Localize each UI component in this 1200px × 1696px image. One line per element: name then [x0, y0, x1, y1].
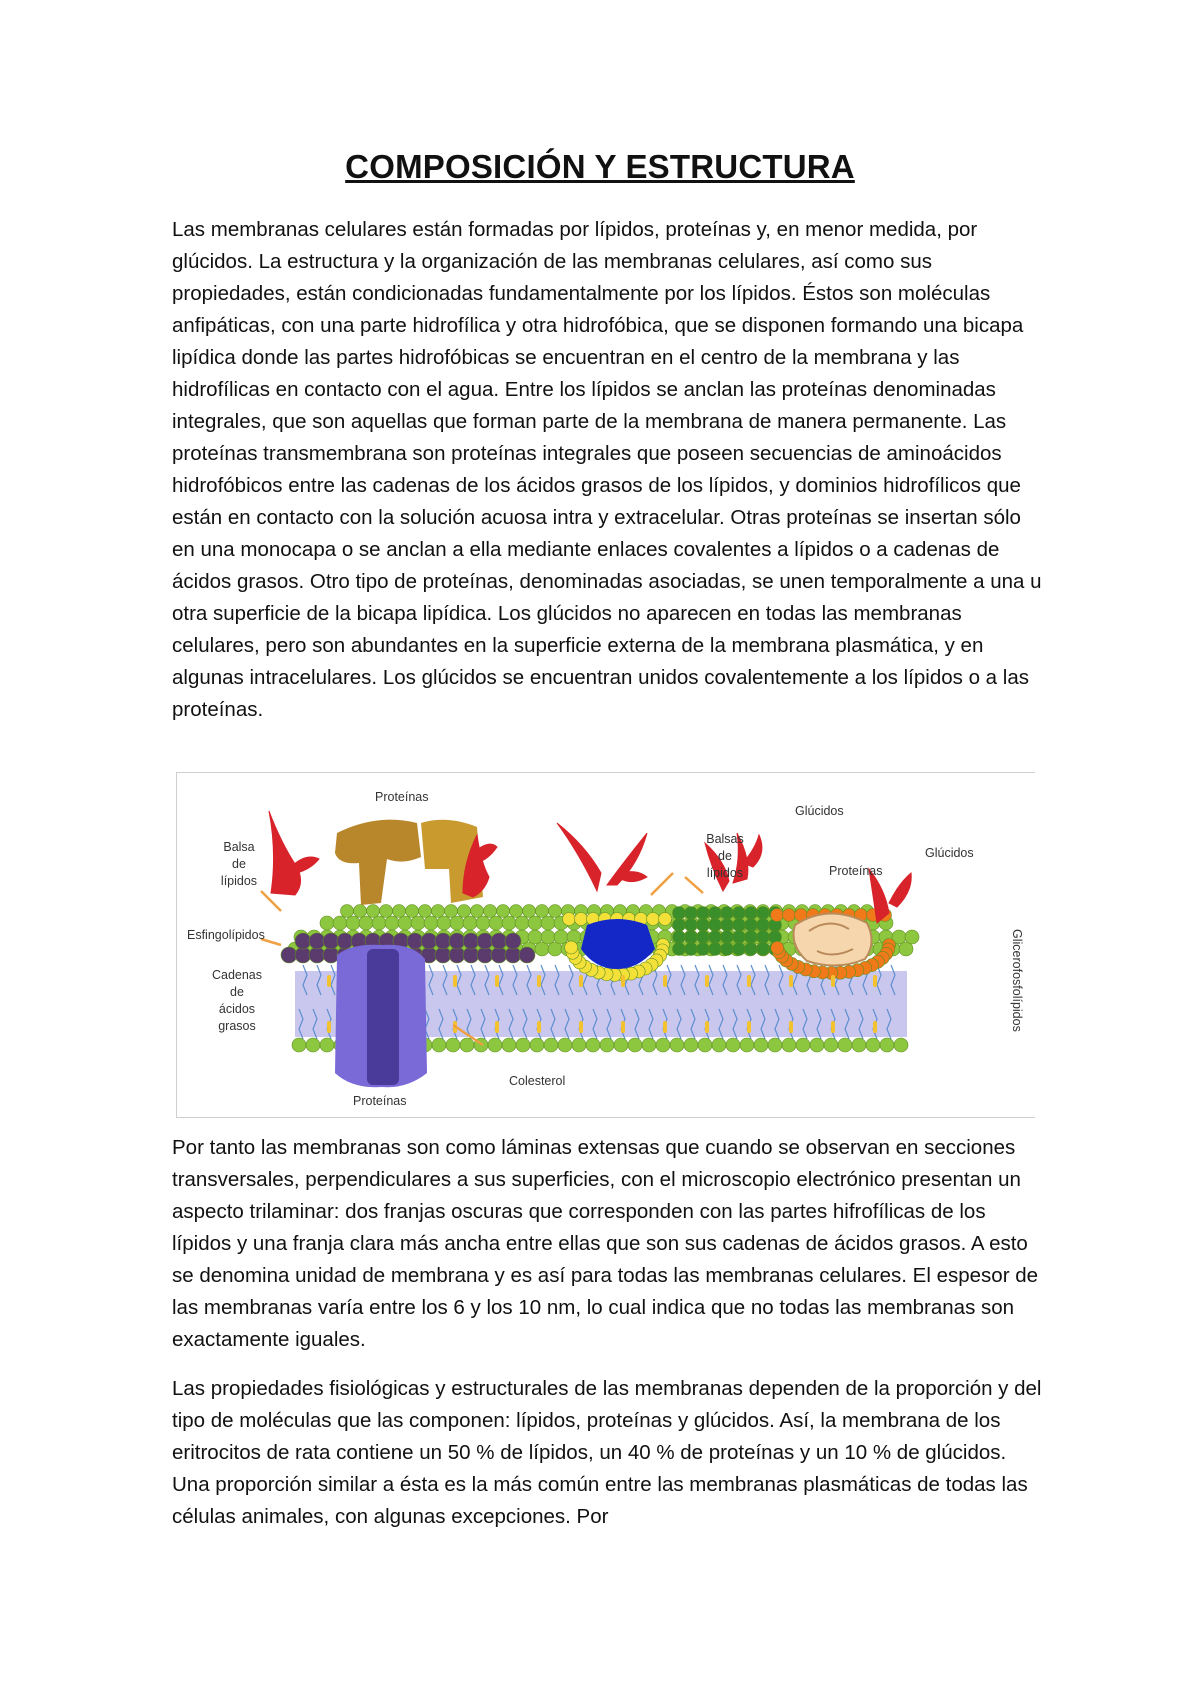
lipid-head [528, 916, 542, 930]
raft-lipid [685, 907, 698, 920]
peach-protein [794, 913, 872, 965]
lipid-head [782, 1038, 796, 1052]
lipid-head [437, 916, 451, 930]
cholesterol [327, 975, 331, 987]
lipid-head [530, 1038, 544, 1052]
cholesterol [621, 975, 625, 987]
raft-lipid [673, 931, 686, 944]
lipid-head [411, 916, 425, 930]
raft-lipid [697, 931, 710, 944]
blue-protein [581, 919, 655, 969]
sphingolipid [463, 947, 479, 963]
lipid-head [656, 1038, 670, 1052]
label-cadenas-3: ácidos [218, 1002, 256, 1016]
lipid-head [866, 1038, 880, 1052]
lipid-head [424, 916, 438, 930]
raft-lipid [709, 919, 722, 932]
lipid-head [754, 1038, 768, 1052]
lipid-head [406, 905, 419, 918]
lipid-head [460, 1038, 474, 1052]
lipid-head [880, 1038, 894, 1052]
cholesterol [831, 1021, 835, 1033]
lipid-head [463, 916, 477, 930]
label-balsa-left-3: lípidos [220, 874, 258, 888]
sphingolipid [435, 947, 451, 963]
lipid-head [642, 1038, 656, 1052]
lipid-head [489, 916, 503, 930]
raft-lipid [673, 907, 686, 920]
lipid-head [341, 905, 354, 918]
lipid-head [502, 916, 516, 930]
lipid-head [528, 930, 542, 944]
sphingolipid [505, 947, 521, 963]
lipid-head [445, 905, 458, 918]
lipid-head [372, 916, 386, 930]
lipid-head [419, 905, 432, 918]
lipid-head [796, 1038, 810, 1052]
label-proteinas-top: Proteínas [375, 790, 429, 804]
label-colesterol: Colesterol [509, 1074, 566, 1088]
raft-lipid [685, 919, 698, 932]
cholesterol [579, 975, 583, 987]
lipid-raft-green [673, 907, 782, 956]
cholesterol [579, 1021, 583, 1033]
label-balsa-left-2: de [232, 857, 246, 871]
raft-lipid [563, 913, 576, 926]
sphingolipid [491, 947, 507, 963]
lipid-head [523, 905, 536, 918]
lipid-head [432, 905, 445, 918]
lipid-head [905, 930, 919, 944]
lipid-head [712, 1038, 726, 1052]
raft-lipid [697, 907, 710, 920]
raft-lipid [721, 919, 734, 932]
raft-lipid [685, 931, 698, 944]
label-balsa-left-1: Balsa [223, 840, 255, 854]
cholesterol [789, 975, 793, 987]
cholesterol [327, 1021, 331, 1033]
sphingolipid [421, 933, 437, 949]
raft-lipid [745, 931, 758, 944]
lipid-head [838, 1038, 852, 1052]
label-glicerofosfolipidos: Glicerofosfolípidos [1010, 929, 1024, 1032]
cholesterol [747, 1021, 751, 1033]
raft-lipid [721, 943, 734, 956]
label-esfingolipidos: Esfingolípidos [187, 928, 265, 942]
label-cadenas-1: Cadenas [211, 968, 263, 982]
lipid-head [515, 916, 529, 930]
lipid-head [536, 905, 549, 918]
label-balsas-mid-3: lípidos [706, 866, 744, 880]
lipid-head [824, 1038, 838, 1052]
raft-lipid [771, 941, 784, 954]
cholesterol [789, 1021, 793, 1033]
cholesterol [663, 975, 667, 987]
raft-lipid [673, 943, 686, 956]
sphingolipid [309, 947, 325, 963]
raft-lipid [721, 907, 734, 920]
cholesterol [873, 975, 877, 987]
sphingolipid [309, 933, 325, 949]
sphingolipid [407, 933, 423, 949]
cholesterol [495, 975, 499, 987]
cholesterol [747, 975, 751, 987]
lipid-head [393, 905, 406, 918]
raft-lipid [565, 941, 578, 954]
lipid-head [346, 916, 360, 930]
label-cadenas-2: de [230, 985, 244, 999]
raft-lipid [733, 907, 746, 920]
sphingolipid [281, 947, 297, 963]
raft-lipid [733, 931, 746, 944]
lipid-head [698, 1038, 712, 1052]
page-title: COMPOSICIÓN Y ESTRUCTURA [345, 148, 855, 185]
label-glucidos-1: Glúcidos [795, 804, 844, 818]
cholesterol [705, 975, 709, 987]
raft-lipid [733, 919, 746, 932]
lipid-head [628, 1038, 642, 1052]
raft-lipid [673, 919, 686, 932]
raft-lipid [757, 907, 770, 920]
lipid-head [670, 1038, 684, 1052]
lipid-head [740, 1038, 754, 1052]
lipid-head [549, 905, 562, 918]
lipid-head [852, 1038, 866, 1052]
raft-lipid [575, 913, 588, 926]
sphingolipid [337, 933, 353, 949]
paragraph-composition: Las membranas celulares están formadas por lípidos, proteínas y, en menor medida, por glúcidos. La estructura y la organización de las membranas celulares, así como sus propiedades, están condicionadas fundamentalmente por los lípidos. Éstos son moléculas anfipáticas, con una parte hidrofílica y otra hidrofóbica, que se disponen formando una bicapa lipídica donde las partes hidrofóbicas se encuentran en el centro de la membrana y las hidrofílicas en contacto con el agua. Entre los lípidos se anclan las proteínas denominadas integrales, que son aquellas que forman parte de la membrana de manera permanente. Las proteínas transmembrana son proteínas integrales que poseen secuencias de aminoácidos hidrofóbicos entre las cadenas de los ácidos grasos de los lípidos, y dominios hidrofílicos que están en contacto con la solución acuosa intra y extracelular. Otras proteínas se insertan sólo en una monocapa o se anclan a ella mediante enlaces covalentes a lípidos o a cadenas de ácidos grasos. Otro tipo de proteínas, denominadas asociadas, se unen temporalmente a una u otra superficie de la bicapa lipídica. Los glúcidos no aparecen en todas las membranas celulares, pero son abundantes en la superficie externa de la membrana plasmática, y en algunas intracelulares. Los glúcidos se encuentran unidos covalentemente a los lípidos o a las proteínas. [172, 218, 1042, 721]
lipid-head [502, 1038, 516, 1052]
lipid-head [497, 905, 510, 918]
cholesterol [705, 1021, 709, 1033]
lipid-head [614, 1038, 628, 1052]
lipid-head [558, 1038, 572, 1052]
label-proteinas-right: Proteínas [829, 864, 883, 878]
label-glucidos-2: Glúcidos [925, 846, 974, 860]
lipid-head [471, 905, 484, 918]
sphingolipid [449, 933, 465, 949]
paragraph-properties: Las propiedades fisiológicas y estructurales de las membranas dependen de la proporción y del tipo de moléculas que las componen: lípidos, proteínas y glúcidos. Así, la membrana de los eritrocitos de rata contiene un 50 % de lípidos, un 40 % de proteínas y un 10 % de glúcidos. Una proporción similar a ésta es la más común entre las membranas plasmáticas de todas las células animales, con algunas excepciones. Por [172, 1377, 1042, 1528]
raft-lipid [757, 931, 770, 944]
lipid-head [554, 930, 568, 944]
sphingolipid [477, 933, 493, 949]
sphingolipid [491, 933, 507, 949]
cholesterol [621, 1021, 625, 1033]
lipid-head [292, 1038, 306, 1052]
peripheral-protein [335, 820, 421, 905]
lipid-head [684, 1038, 698, 1052]
raft-lipid [757, 919, 770, 932]
raft-lipid [783, 909, 796, 922]
lipid-head [450, 916, 464, 930]
sphingolipid [435, 933, 451, 949]
cholesterol [537, 975, 541, 987]
raft-lipid [721, 931, 734, 944]
lipid-head [446, 1038, 460, 1052]
raft-lipid [697, 919, 710, 932]
raft-lipid [709, 943, 722, 956]
cholesterol [453, 975, 457, 987]
lipid-head [768, 1038, 782, 1052]
lipid-head [333, 916, 347, 930]
cholesterol [873, 1021, 877, 1033]
lipid-head [810, 1038, 824, 1052]
lipid-head [476, 916, 490, 930]
raft-lipid [659, 913, 672, 926]
lipid-head [510, 905, 523, 918]
cholesterol [495, 1021, 499, 1033]
lipid-head [385, 916, 399, 930]
cholesterol [831, 975, 835, 987]
lipid-head [320, 916, 334, 930]
raft-lipid [697, 943, 710, 956]
lipid-head [306, 1038, 320, 1052]
sphingolipid [519, 947, 535, 963]
lipid-head [380, 905, 393, 918]
sphingolipid [323, 933, 339, 949]
raft-lipid [745, 907, 758, 920]
sphingolipid [449, 947, 465, 963]
raft-lipid [771, 909, 784, 922]
lipid-head [586, 1038, 600, 1052]
lipid-head [398, 916, 412, 930]
lipid-head [541, 916, 555, 930]
sphingolipid [295, 947, 311, 963]
label-balsas-mid-2: de [718, 849, 732, 863]
lipid-head [359, 916, 373, 930]
lipid-head [544, 1038, 558, 1052]
lipid-head [516, 1038, 530, 1052]
sphingolipid [463, 933, 479, 949]
sphingolipid [295, 933, 311, 949]
cholesterol [663, 1021, 667, 1033]
sphingolipid [505, 933, 521, 949]
label-cadenas-4: grasos [218, 1019, 256, 1033]
lipid-head [484, 905, 497, 918]
cholesterol [537, 1021, 541, 1033]
raft-lipid [757, 943, 770, 956]
label-proteinas-bottom: Proteínas [353, 1094, 407, 1108]
lipid-head [572, 1038, 586, 1052]
lipid-head [367, 905, 380, 918]
lipid-head [600, 1038, 614, 1052]
lipid-head [458, 905, 471, 918]
paragraph-trilaminar: Por tanto las membranas son como láminas extensas que cuando se observan en secciones transversales, perpendiculares a sus superficies, con el microscopio electrónico presentan un aspecto trilaminar: dos franjas oscuras que corresponden con las partes hifrofílicas de los lípidos y una franja clara más ancha entre ellas que son sus cadenas de ácidos grasos. A esto se denomina unidad de membrana y es así para todas las membranas celulares. El espesor de las membranas varía entre los 6 y los 10 nm, lo cual indica que no todas las membranas son exactamente iguales. [172, 1136, 1039, 1351]
sphingolipid [477, 947, 493, 963]
raft-lipid [709, 907, 722, 920]
raft-lipid [745, 919, 758, 932]
raft-lipid [733, 943, 746, 956]
raft-lipid [647, 913, 660, 926]
lipid-head [894, 1038, 908, 1052]
label-balsas-mid-1: Balsas [706, 832, 744, 846]
lipid-head [432, 1038, 446, 1052]
raft-lipid [685, 943, 698, 956]
lipid-head [488, 1038, 502, 1052]
lipid-head [320, 1038, 334, 1052]
membrane-diagram [176, 772, 1035, 1118]
lipid-head [541, 930, 555, 944]
lipid-head [726, 1038, 740, 1052]
lipid-head [354, 905, 367, 918]
raft-lipid [709, 931, 722, 944]
raft-lipid [745, 943, 758, 956]
sphingolipid [323, 947, 339, 963]
